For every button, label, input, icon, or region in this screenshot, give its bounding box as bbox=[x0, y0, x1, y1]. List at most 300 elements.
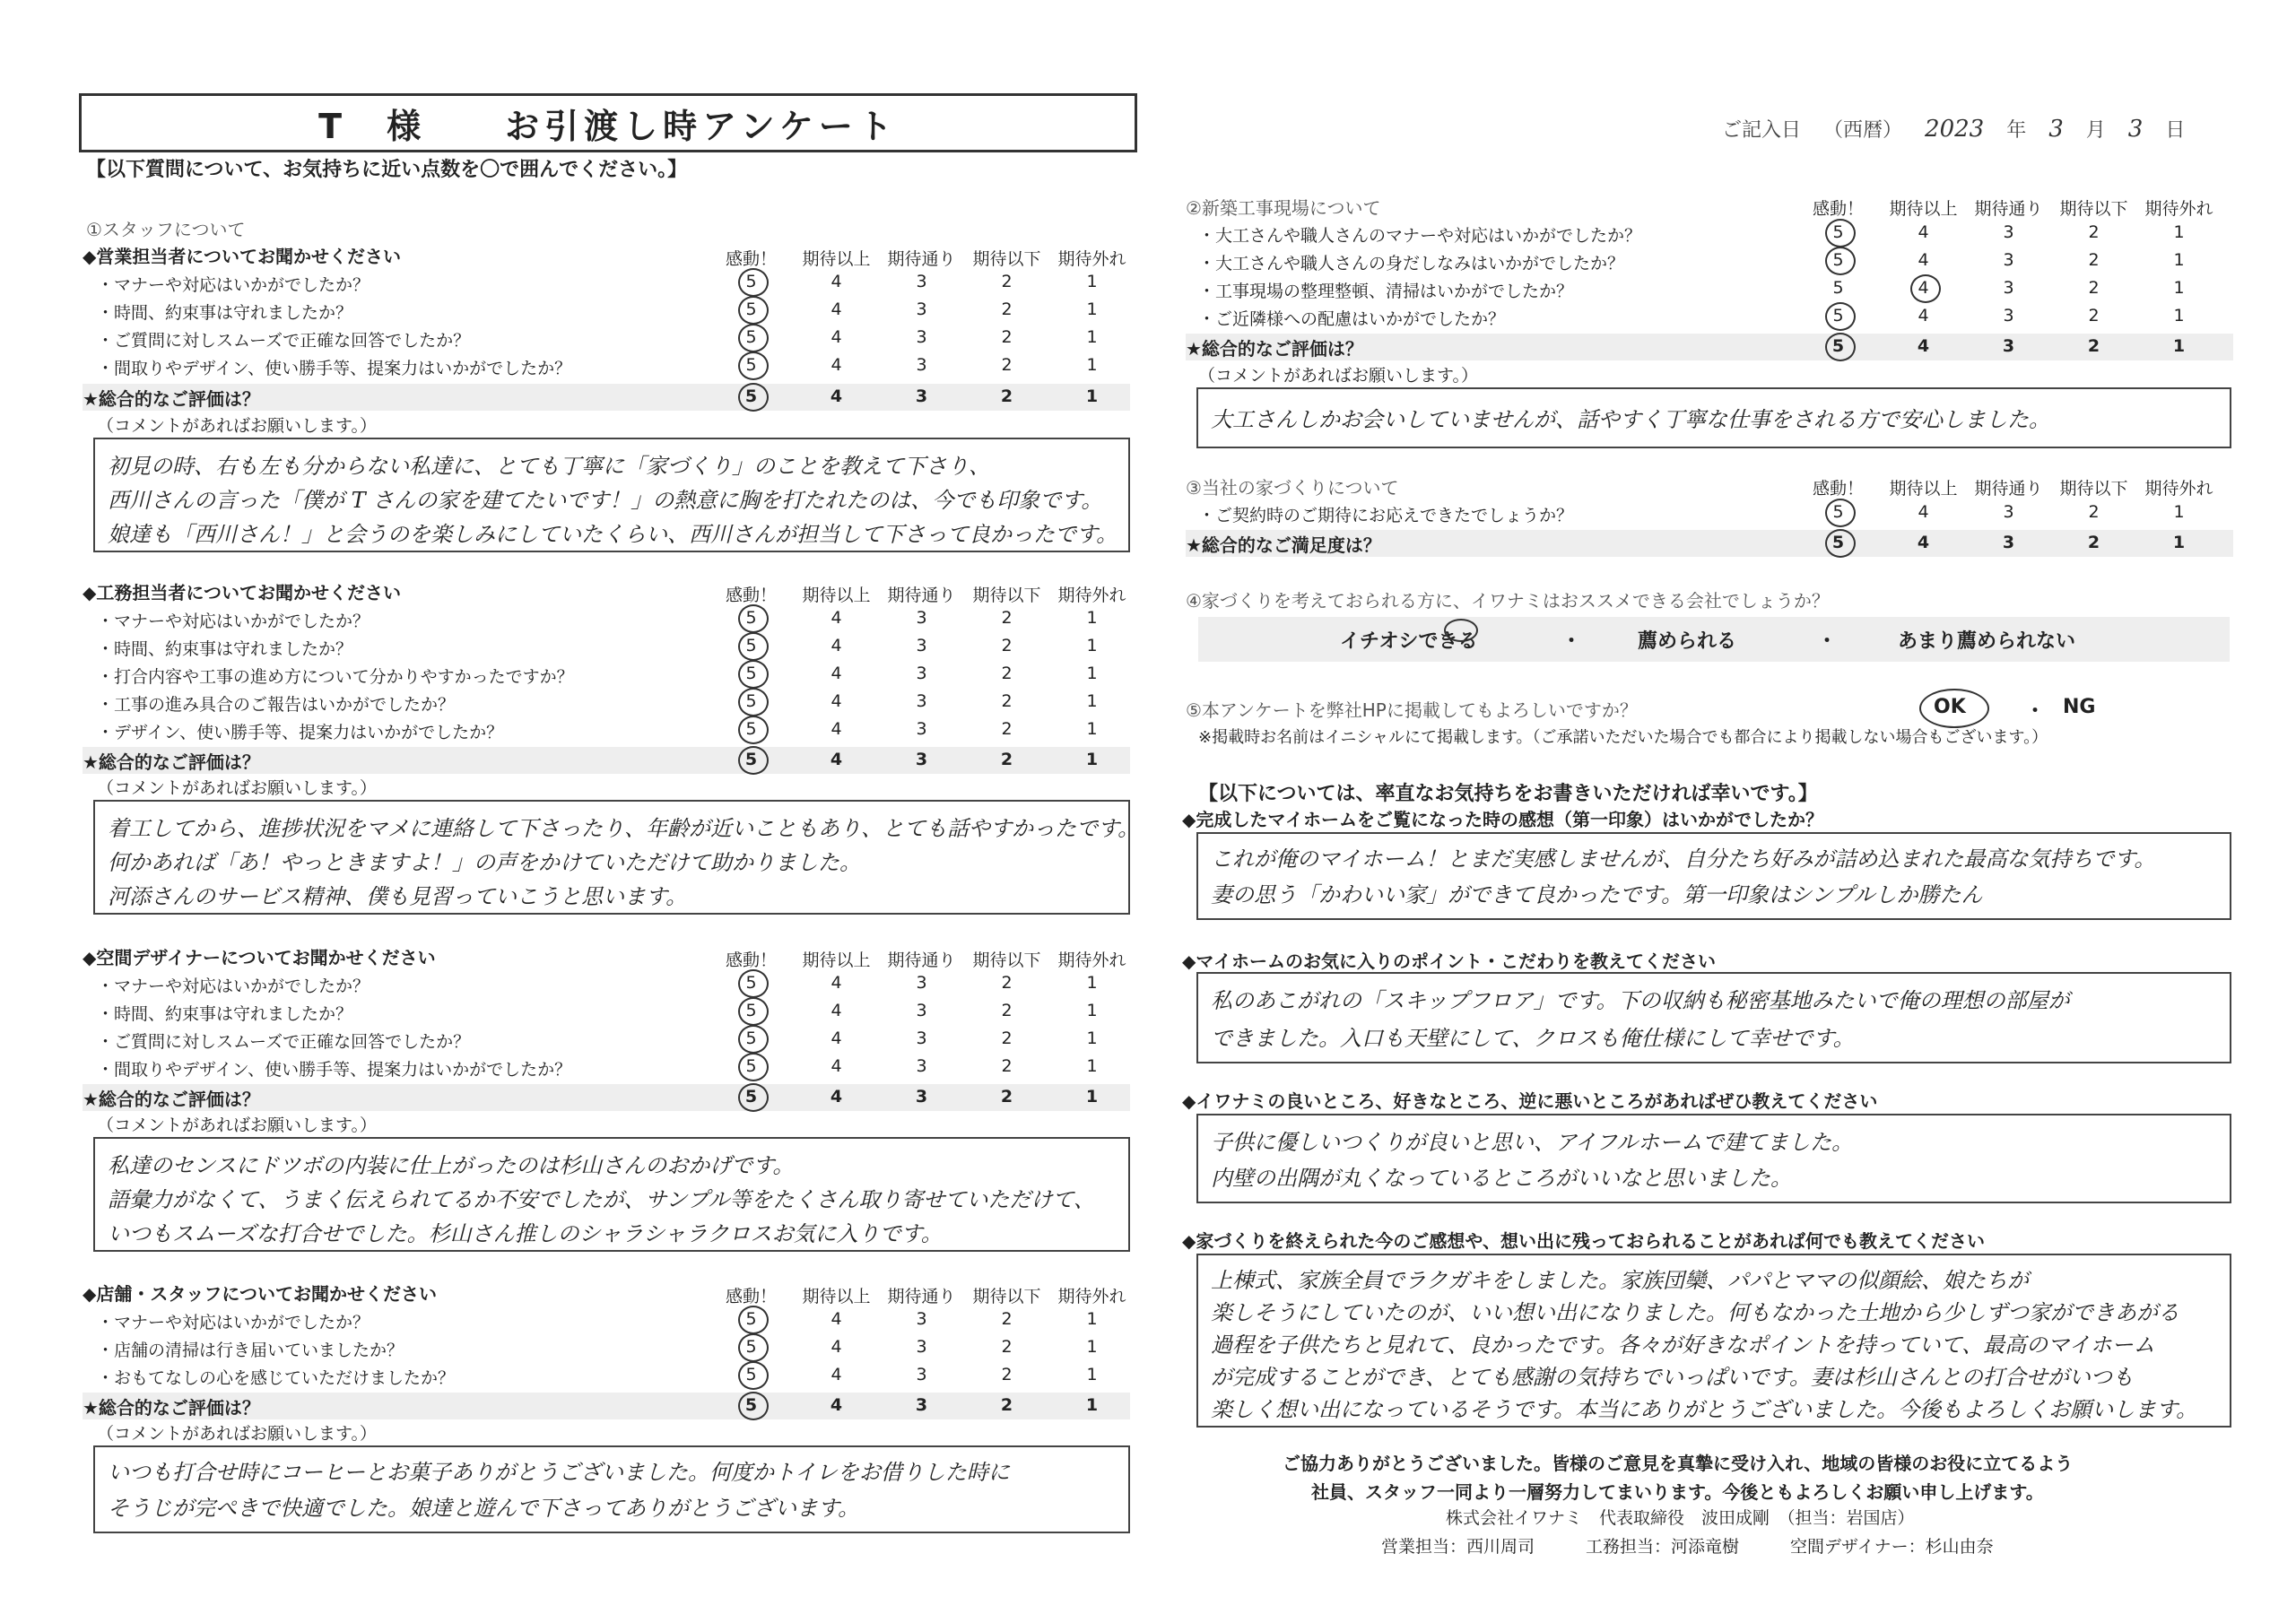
score-option[interactable]: 4 bbox=[1918, 306, 1929, 325]
hp-note: ※掲載時お名前はイニシャルにて掲載します。（ご承諾いただいた場合でも都合により掲載しない場合もございます。） bbox=[1198, 728, 2048, 747]
answer-line: 楽しそうにしていたのが、いい想い出になりました。何もなかった土地から少しずつ家ができあがる bbox=[1211, 1300, 2179, 1325]
score-option[interactable]: 1 bbox=[2173, 250, 2185, 270]
q4: ◆家づくりを終えられた今のご感想や、想い出に残っておられることがあれば何でも教えてください bbox=[1182, 1230, 1985, 1252]
scale-label: 期待以上 bbox=[802, 1287, 871, 1306]
score-option[interactable]: 1 bbox=[1086, 299, 1098, 319]
score-option[interactable]: 4 bbox=[831, 1056, 842, 1076]
instruction: 【以下質問について、お気持ちに近い点数を〇で囲んでください。】 bbox=[86, 159, 688, 181]
option-suggest: 薦められる bbox=[1638, 629, 1737, 653]
score-option[interactable]: 2 bbox=[1000, 1395, 1013, 1415]
score-option[interactable]: 4 bbox=[830, 1087, 843, 1107]
score-option[interactable]: 5 bbox=[709, 1337, 794, 1357]
score-option[interactable]: 3 bbox=[2002, 533, 2015, 552]
score-option[interactable]: 1 bbox=[2173, 306, 2185, 325]
score-option[interactable]: 3 bbox=[916, 608, 927, 628]
question: ・間取りやデザイン、使い勝手等、提案力はいかがでしたか？ bbox=[97, 1060, 572, 1080]
score-option[interactable]: 2 bbox=[1001, 719, 1013, 739]
score-option[interactable]: 2 bbox=[1000, 750, 1013, 769]
answer-line: 上棟式、家族全員でラクガキをしました。家族団欒、パパとママの似顔絵、娘たちが bbox=[1211, 1268, 2029, 1293]
score-option[interactable]: 3 bbox=[2003, 278, 2014, 298]
q3: ◆イワナミの良いところ、好きなところ、逆に悪いところがあればぜひ教えてください bbox=[1182, 1090, 1878, 1112]
answer-line: 楽しく想い出になっているそうです。本当にありがとうございました。今後もよろしくお願いします。 bbox=[1211, 1397, 2198, 1422]
score-option[interactable]: 5 bbox=[709, 1365, 794, 1384]
score-option[interactable]: 2 bbox=[1001, 1309, 1013, 1329]
score-row bbox=[709, 272, 1135, 291]
score-option[interactable]: 3 bbox=[915, 1395, 928, 1415]
score-option[interactable]: 3 bbox=[916, 664, 927, 683]
score-option[interactable]: 2 bbox=[1001, 1001, 1013, 1020]
score-option[interactable]: 4 bbox=[831, 1365, 842, 1384]
scale-label: 期待通り bbox=[887, 950, 956, 970]
store-comment-box bbox=[93, 1445, 1130, 1533]
score-option[interactable]: 3 bbox=[916, 973, 927, 993]
score-row bbox=[709, 1028, 1135, 1048]
site-comment-box bbox=[1196, 387, 2231, 448]
score-option[interactable]: 4 bbox=[831, 355, 842, 375]
question: ・マナーや対応はいかがでしたか？ bbox=[97, 1313, 370, 1332]
score-option[interactable]: 2 bbox=[2088, 502, 2100, 522]
score-option[interactable]: 3 bbox=[916, 719, 927, 739]
score-option[interactable]: 2 bbox=[1001, 272, 1013, 291]
score-option[interactable]: 1 bbox=[2173, 278, 2185, 298]
score-row bbox=[1796, 222, 2222, 242]
score-option[interactable]: 1 bbox=[1085, 386, 1099, 406]
month-value: 3 bbox=[2048, 116, 2064, 143]
check-mark bbox=[1444, 619, 1478, 642]
company-scale bbox=[1796, 475, 2222, 499]
scale-label: 期待通り bbox=[887, 586, 956, 605]
question: ・工事現場の整理整頓、清掃はいかがでしたか？ bbox=[1198, 282, 1574, 301]
score-option[interactable]: 5 bbox=[709, 327, 794, 347]
score-option[interactable]: 4 bbox=[830, 750, 843, 769]
score-row bbox=[709, 1001, 1135, 1020]
score-option[interactable]: 5 bbox=[709, 691, 794, 711]
score-option[interactable]: 5 bbox=[709, 636, 794, 655]
score-option[interactable]: 5 bbox=[1796, 306, 1881, 325]
scale-label: 期待通り bbox=[1974, 479, 2043, 499]
score-option[interactable]: 4 bbox=[831, 719, 842, 739]
score-option[interactable]: 4 bbox=[831, 973, 842, 993]
comment-line: いつも打合せ時にコーヒーとお菓子ありがとうございました。何度かトイレをお借りした時に bbox=[108, 1460, 1010, 1485]
score-option[interactable]: 4 bbox=[831, 1309, 842, 1329]
total-label: ★総合的なご評価は？ bbox=[83, 388, 260, 410]
scale-label: 期待以下 bbox=[972, 249, 1041, 269]
question: ・時間、約束事は守れましたか？ bbox=[97, 1004, 353, 1024]
score-option[interactable]: 1 bbox=[1086, 608, 1098, 628]
score-option[interactable]: 3 bbox=[2003, 502, 2014, 522]
score-option[interactable]: 2 bbox=[1001, 691, 1013, 711]
scale-label: 感動！ bbox=[1812, 199, 1864, 219]
score-row bbox=[1796, 306, 2222, 325]
score-option[interactable]: 5 bbox=[709, 355, 794, 375]
score-option[interactable]: 2 bbox=[1001, 327, 1013, 347]
construction-comment-box bbox=[93, 800, 1140, 915]
question: ・ご契約時のご期待にお応えできたでしょうか？ bbox=[1198, 506, 1574, 525]
scale-label: 感動！ bbox=[725, 249, 777, 269]
score-option[interactable]: 5 bbox=[709, 386, 794, 406]
scale-label: 期待以上 bbox=[1889, 479, 1958, 499]
score-option[interactable]: 3 bbox=[915, 750, 928, 769]
question: ・マナーや対応はいかがでしたか？ bbox=[97, 612, 370, 631]
answer-line: 子供に優しいつくりが良いと思い、アイフルホームで建てました。 bbox=[1211, 1130, 1854, 1155]
construction-scale bbox=[709, 582, 1135, 606]
ok-circle bbox=[1919, 689, 1989, 728]
comment-line: そうじが完ぺきで快適でした。娘達と遊んで下さってありがとうございます。 bbox=[108, 1496, 860, 1521]
designer-heading: ◆空間デザイナーについてお聞かせください bbox=[83, 947, 436, 968]
store-scale bbox=[709, 1283, 1135, 1307]
score-row bbox=[709, 973, 1135, 993]
score-option[interactable]: 1 bbox=[1086, 1001, 1098, 1020]
comment-line: 初見の時、右も左も分からない私達に、とても丁寧に「家づくり」のことを教えて下さり、 bbox=[108, 454, 990, 479]
section5-title: ⑤本アンケートを弊社HPに掲載してもよろしいですか？ bbox=[1186, 699, 1638, 721]
score-option[interactable]: 5 bbox=[1796, 250, 1881, 270]
comment-line: 西川さんの言った「僕が T さんの家を建てたいです！」の熱意に胸を打たれたのは、今でも印象です。 bbox=[108, 488, 1103, 513]
scale-label: 期待以下 bbox=[972, 950, 1041, 970]
store-heading: ◆店舗・スタッフについてお聞かせください bbox=[83, 1283, 437, 1305]
option-sep: ・ bbox=[1817, 629, 1838, 653]
scale-label: 感動！ bbox=[1812, 479, 1864, 499]
score-option[interactable]: 5 bbox=[1796, 336, 1881, 356]
score-row bbox=[709, 355, 1135, 375]
score-row bbox=[1796, 533, 2222, 552]
comment-label: （コメントがあればお願いします。） bbox=[97, 1115, 377, 1135]
scale-label: 期待以下 bbox=[2059, 479, 2128, 499]
q2: ◆マイホームのお気に入りのポイント・こだわりを教えてください bbox=[1182, 950, 1716, 972]
score-option[interactable]: 1 bbox=[1086, 272, 1098, 291]
question: ・マナーや対応はいかがでしたか？ bbox=[97, 976, 370, 996]
year-unit: 年 bbox=[2006, 119, 2027, 142]
score-row bbox=[1796, 278, 2222, 298]
score-row bbox=[709, 608, 1135, 628]
comment-line: いつもスムーズな打合せでした。杉山さん推しのシャラシャラクロスお気に入りです。 bbox=[108, 1221, 943, 1246]
answer-line: 妻の思う「かわいい家」ができて良かったです。第一印象はシンプルしか勝たん bbox=[1211, 882, 1983, 907]
comment-line: 大工さんしかお会いしていませんが、話やすく丁寧な仕事をされる方で安心しました。 bbox=[1211, 407, 2050, 432]
score-option[interactable]: 2 bbox=[1001, 1028, 1013, 1048]
score-option[interactable]: 1 bbox=[1085, 750, 1099, 769]
answer-line: 私のあこがれの「スキップフロア」です。下の収納も秘密基地みたいで俺の理想の部屋が bbox=[1211, 988, 2070, 1013]
score-option[interactable]: 2 bbox=[1001, 973, 1013, 993]
score-option[interactable]: 4 bbox=[831, 664, 842, 683]
question: ・大工さんや職人さんの身だしなみはいかがでしたか？ bbox=[1198, 254, 1625, 273]
score-row bbox=[1796, 250, 2222, 270]
score-row bbox=[1796, 502, 2222, 522]
score-option[interactable]: 5 bbox=[709, 1001, 794, 1020]
designer-comment-box bbox=[93, 1137, 1130, 1252]
month-unit: 月 bbox=[2085, 119, 2106, 142]
score-option[interactable]: 1 bbox=[1086, 1365, 1098, 1384]
score-option[interactable]: 5 bbox=[709, 299, 794, 319]
score-option[interactable]: 3 bbox=[916, 299, 927, 319]
score-row bbox=[709, 1395, 1135, 1415]
scale-label: 期待外れ bbox=[1057, 950, 1126, 970]
question: ・マナーや対応はいかがでしたか？ bbox=[97, 275, 370, 295]
score-option[interactable]: 4 bbox=[831, 608, 842, 628]
score-option[interactable]: 2 bbox=[2088, 278, 2100, 298]
footer-thanks-1: ご協力ありがとうございました。皆様のご意見を真摯に受け入れ、地域の皆様のお役に立てるよう bbox=[1283, 1453, 2074, 1474]
footer-company: 株式会社イワナミ 代表取締役 波田成剛 （担当：岩国店） bbox=[1446, 1508, 1915, 1528]
hp-ok: OK bbox=[1934, 696, 1966, 718]
score-option[interactable]: 3 bbox=[915, 1087, 928, 1107]
question: ・ご質問に対しスムーズで正確な回答でしたか？ bbox=[97, 331, 471, 351]
score-option[interactable]: 1 bbox=[1086, 973, 1098, 993]
score-option[interactable]: 1 bbox=[2173, 222, 2185, 242]
scale-label: 期待外れ bbox=[2144, 479, 2213, 499]
score-row bbox=[709, 299, 1135, 319]
score-option[interactable]: 4 bbox=[831, 299, 842, 319]
score-option[interactable]: 3 bbox=[916, 355, 927, 375]
section3-title: ③当社の家づくりについて bbox=[1186, 477, 1399, 499]
comment-label: （コメントがあればお願いします。） bbox=[97, 778, 377, 798]
section1-title: ①スタッフについて bbox=[86, 219, 246, 240]
page-title: T 様 お引渡し時アンケート bbox=[318, 106, 898, 146]
section4-title: ④家づくりを考えておられる方に、イワナミはおススメできる会社でしょうか？ bbox=[1186, 590, 1830, 612]
sales-scale bbox=[709, 246, 1135, 270]
comment-label: （コメントがあればお願いします。） bbox=[1198, 366, 1478, 386]
score-row bbox=[709, 1365, 1135, 1384]
score-option[interactable]: 4 bbox=[831, 691, 842, 711]
scale-label: 感動！ bbox=[725, 586, 777, 605]
score-option[interactable]: 3 bbox=[916, 1028, 927, 1048]
score-option[interactable]: 2 bbox=[1001, 1056, 1013, 1076]
score-option[interactable]: 2 bbox=[2088, 222, 2100, 242]
score-option[interactable]: 3 bbox=[916, 272, 927, 291]
score-option[interactable]: 5 bbox=[709, 973, 794, 993]
sales-heading: ◆営業担当者についてお聞かせください bbox=[83, 246, 401, 267]
score-row bbox=[709, 327, 1135, 347]
score-option[interactable]: 1 bbox=[1085, 1395, 1099, 1415]
score-option[interactable]: 1 bbox=[2173, 502, 2185, 522]
question: ・デザイン、使い勝手等、提案力はいかがでしたか？ bbox=[97, 723, 504, 742]
score-option[interactable]: 5 bbox=[1796, 222, 1881, 242]
era-label: （西暦） bbox=[1823, 119, 1903, 142]
answer-line: できました。入口も天壁にして、クロスも俺仕様にして幸せです。 bbox=[1211, 1026, 1855, 1051]
question: ・間取りやデザイン、使い勝手等、提案力はいかがでしたか？ bbox=[97, 359, 572, 378]
score-option[interactable]: 3 bbox=[2003, 250, 2014, 270]
sales-comment-box bbox=[93, 438, 1130, 552]
score-option[interactable]: 2 bbox=[2087, 336, 2100, 356]
question: ・時間、約束事は守れましたか？ bbox=[97, 303, 353, 323]
score-option[interactable]: 4 bbox=[831, 1028, 842, 1048]
score-option[interactable]: 1 bbox=[1085, 1087, 1099, 1107]
question: ・店舗の清掃は行き届いていましたか？ bbox=[97, 1341, 404, 1360]
designer-scale bbox=[709, 947, 1135, 971]
score-option[interactable]: 4 bbox=[1881, 278, 1966, 298]
score-option[interactable]: 1 bbox=[1086, 355, 1098, 375]
score-option[interactable]: 5 bbox=[709, 272, 794, 291]
answer-line: 内壁の出隅が丸くなっているところがいいなと思いました。 bbox=[1211, 1166, 1792, 1191]
score-option[interactable]: 3 bbox=[2003, 306, 2014, 325]
score-option[interactable]: 5 bbox=[1796, 502, 1881, 522]
total-label: ★総合的なご評価は？ bbox=[83, 1089, 260, 1110]
score-row bbox=[709, 750, 1135, 769]
score-row bbox=[709, 1087, 1135, 1107]
construction-heading: ◆工務担当者についてお聞かせください bbox=[83, 582, 401, 603]
scale-label: 期待通り bbox=[887, 249, 956, 269]
score-row bbox=[1796, 336, 2222, 356]
comment-line: 河添さんのサービス精神、僕も見習っていこうと思います。 bbox=[108, 884, 688, 909]
score-option[interactable]: 3 bbox=[916, 691, 927, 711]
question: ・工事の進み具合のご報告はいかがでしたか？ bbox=[97, 695, 456, 715]
score-option[interactable]: 4 bbox=[1918, 222, 1929, 242]
answer-line: 過程を子供たちと見れて、良かったです。各々が好きなポイントを持っていて、最高のマイホーム bbox=[1211, 1332, 2155, 1358]
satisfaction-label: ★総合的なご満足度は？ bbox=[1186, 534, 1381, 556]
score-option[interactable]: 3 bbox=[916, 636, 927, 655]
score-option[interactable]: 2 bbox=[1001, 299, 1013, 319]
score-option[interactable]: 3 bbox=[2003, 222, 2014, 242]
option-sep: ・ bbox=[1561, 629, 1582, 653]
score-option[interactable]: 4 bbox=[1918, 250, 1929, 270]
scale-label: 期待外れ bbox=[2144, 199, 2213, 219]
score-option[interactable]: 5 bbox=[709, 664, 794, 683]
score-option[interactable]: 2 bbox=[1001, 608, 1013, 628]
score-option[interactable]: 5 bbox=[1796, 533, 1881, 552]
question: ・時間、約束事は守れましたか？ bbox=[97, 639, 353, 659]
score-row bbox=[709, 719, 1135, 739]
q2-box bbox=[1196, 972, 2231, 1063]
score-option[interactable]: 4 bbox=[1917, 336, 1930, 356]
q4-box bbox=[1196, 1254, 2231, 1428]
score-row bbox=[709, 1309, 1135, 1329]
score-option[interactable]: 4 bbox=[1918, 502, 1929, 522]
day-value: 3 bbox=[2127, 116, 2144, 143]
score-option[interactable]: 1 bbox=[1086, 1337, 1098, 1357]
free-lead: 【以下については、率直なお気持ちをお書きいただければ幸いです。】 bbox=[1198, 783, 1818, 805]
score-option[interactable]: 1 bbox=[1086, 327, 1098, 347]
comment-line: 娘達も「西川さん！」と会うのを楽しみにしていたくらい、西川さんが担当して下さって良かったです。 bbox=[108, 522, 1118, 547]
scale-label: 期待通り bbox=[887, 1287, 956, 1306]
score-option[interactable]: 5 bbox=[709, 1395, 794, 1415]
scale-label: 期待以上 bbox=[802, 249, 871, 269]
score-option[interactable]: 5 bbox=[709, 608, 794, 628]
year-value: 2023 bbox=[1925, 116, 1985, 143]
option-recommend: イチオシできる bbox=[1340, 629, 1478, 653]
scale-label: 期待通り bbox=[1974, 199, 2043, 219]
score-option[interactable]: 5 bbox=[709, 1056, 794, 1076]
score-option[interactable]: 5 bbox=[709, 1309, 794, 1329]
score-option[interactable]: 3 bbox=[916, 1056, 927, 1076]
site-scale bbox=[1796, 195, 2222, 220]
score-option[interactable]: 1 bbox=[1086, 636, 1098, 655]
score-option[interactable]: 2 bbox=[2087, 533, 2100, 552]
score-option[interactable]: 4 bbox=[831, 272, 842, 291]
score-row bbox=[709, 691, 1135, 711]
score-option[interactable]: 2 bbox=[1000, 1087, 1013, 1107]
score-option[interactable]: 3 bbox=[916, 1365, 927, 1384]
answer-line: が完成することができ、とても感謝の気持ちでいっぱいです。妻は杉山さんとの打合せがいつも bbox=[1211, 1365, 2134, 1390]
score-option[interactable]: 4 bbox=[830, 386, 843, 406]
score-option[interactable]: 4 bbox=[1917, 533, 1930, 552]
score-option[interactable]: 3 bbox=[916, 1337, 927, 1357]
score-option[interactable]: 2 bbox=[1001, 636, 1013, 655]
comment-line: 着工してから、進捗状況をマメに連絡して下さったり、年齢が近いこともあり、とても話やすかったです。 bbox=[108, 816, 1140, 841]
score-option[interactable]: 5 bbox=[709, 1087, 794, 1107]
scale-label: 期待以下 bbox=[972, 586, 1041, 605]
scale-label: 感動！ bbox=[725, 950, 777, 970]
score-option[interactable]: 1 bbox=[1086, 691, 1098, 711]
score-option[interactable]: 1 bbox=[1086, 664, 1098, 683]
scale-label: 期待以下 bbox=[2059, 199, 2128, 219]
q1: ◆完成したマイホームをご覧になった時の感想（第一印象）はいかがでしたか？ bbox=[1182, 809, 1823, 830]
date-label: ご記入日 bbox=[1722, 119, 1802, 142]
score-option[interactable]: 2 bbox=[2088, 250, 2100, 270]
score-option[interactable]: 2 bbox=[1000, 386, 1013, 406]
total-label: ★総合的なご評価は？ bbox=[1186, 338, 1363, 360]
comment-label: （コメントがあればお願いします。） bbox=[97, 1424, 377, 1444]
score-option[interactable]: 3 bbox=[916, 327, 927, 347]
score-option[interactable]: 2 bbox=[2088, 306, 2100, 325]
hp-dot: ・ bbox=[2025, 700, 2046, 723]
hp-ng: NG bbox=[2063, 696, 2096, 718]
question: ・ご近隣様への配慮はいかがでしたか？ bbox=[1198, 309, 1506, 329]
score-option[interactable]: 2 bbox=[1001, 664, 1013, 683]
title-box bbox=[79, 93, 1137, 152]
score-option[interactable]: 5 bbox=[709, 1028, 794, 1048]
score-option[interactable]: 1 bbox=[1086, 1309, 1098, 1329]
score-option[interactable]: 5 bbox=[1832, 278, 1844, 298]
q1-box bbox=[1196, 832, 2231, 920]
scale-label: 期待外れ bbox=[1057, 586, 1126, 605]
total-label: ★総合的なご評価は？ bbox=[83, 751, 260, 773]
comment-line: 何かあれば「あ！やっときますよ！」の声をかけていただけて助かりました。 bbox=[108, 850, 861, 875]
score-option[interactable]: 2 bbox=[1001, 1365, 1013, 1384]
comment-label: （コメントがあればお願いします。） bbox=[97, 416, 377, 436]
question: ・大工さんや職人さんのマナーや対応はいかがでしたか？ bbox=[1198, 226, 1642, 246]
score-option[interactable]: 1 bbox=[2172, 533, 2186, 552]
date-row bbox=[1722, 115, 2201, 143]
question: ・打合内容や工事の進め方について分かりやすかったですか？ bbox=[97, 667, 574, 687]
scale-label: 感動！ bbox=[725, 1287, 777, 1306]
score-option[interactable]: 4 bbox=[831, 1001, 842, 1020]
score-option[interactable]: 4 bbox=[831, 636, 842, 655]
recommend-band bbox=[1198, 617, 2230, 662]
footer-staff: 営業担当：西川周司 工務担当：河添竜樹 空間デザイナー：杉山由奈 bbox=[1381, 1537, 1994, 1557]
score-option[interactable]: 1 bbox=[1086, 1028, 1098, 1048]
score-option[interactable]: 3 bbox=[916, 1309, 927, 1329]
score-option[interactable]: 1 bbox=[1086, 1056, 1098, 1076]
score-option[interactable]: 4 bbox=[831, 1337, 842, 1357]
score-option[interactable]: 1 bbox=[2172, 336, 2186, 356]
score-option[interactable]: 4 bbox=[830, 1395, 843, 1415]
score-row bbox=[709, 1337, 1135, 1357]
scale-label: 期待以下 bbox=[972, 1287, 1041, 1306]
score-option[interactable]: 4 bbox=[831, 327, 842, 347]
scale-label: 期待以上 bbox=[802, 586, 871, 605]
comment-line: 語彙力がなくて、うまく伝えられてるか不安でしたが、サンプル等をたくさん取り寄せていただけて、 bbox=[108, 1187, 1095, 1212]
answer-line: これが俺のマイホーム！とまだ実感しませんが、自分たち好みが詰め込まれた最高な気持ちです。 bbox=[1211, 846, 2156, 872]
score-option[interactable]: 5 bbox=[709, 719, 794, 739]
scale-label: 期待以上 bbox=[1889, 199, 1958, 219]
score-row bbox=[709, 664, 1135, 683]
score-option[interactable]: 3 bbox=[915, 386, 928, 406]
q3-box bbox=[1196, 1114, 2231, 1203]
score-option[interactable]: 3 bbox=[916, 1001, 927, 1020]
score-row bbox=[709, 386, 1135, 406]
question: ・ご質問に対しスムーズで正確な回答でしたか？ bbox=[97, 1032, 471, 1052]
total-label: ★総合的なご評価は？ bbox=[83, 1397, 260, 1419]
scale-label: 期待以上 bbox=[802, 950, 871, 970]
option-not: あまり薦められない bbox=[1898, 629, 2076, 653]
score-option[interactable]: 2 bbox=[1001, 355, 1013, 375]
comment-line: 私達のセンスにドツボの内装に仕上がったのは杉山さんのおかげです。 bbox=[108, 1153, 795, 1178]
scale-label: 期待外れ bbox=[1057, 1287, 1126, 1306]
day-unit: 日 bbox=[2165, 119, 2186, 142]
score-option[interactable]: 3 bbox=[2002, 336, 2015, 356]
score-option[interactable]: 5 bbox=[709, 750, 794, 769]
score-option[interactable]: 2 bbox=[1001, 1337, 1013, 1357]
section2-title: ②新築工事現場について bbox=[1186, 197, 1381, 219]
score-row bbox=[709, 1056, 1135, 1076]
score-option[interactable]: 1 bbox=[1086, 719, 1098, 739]
